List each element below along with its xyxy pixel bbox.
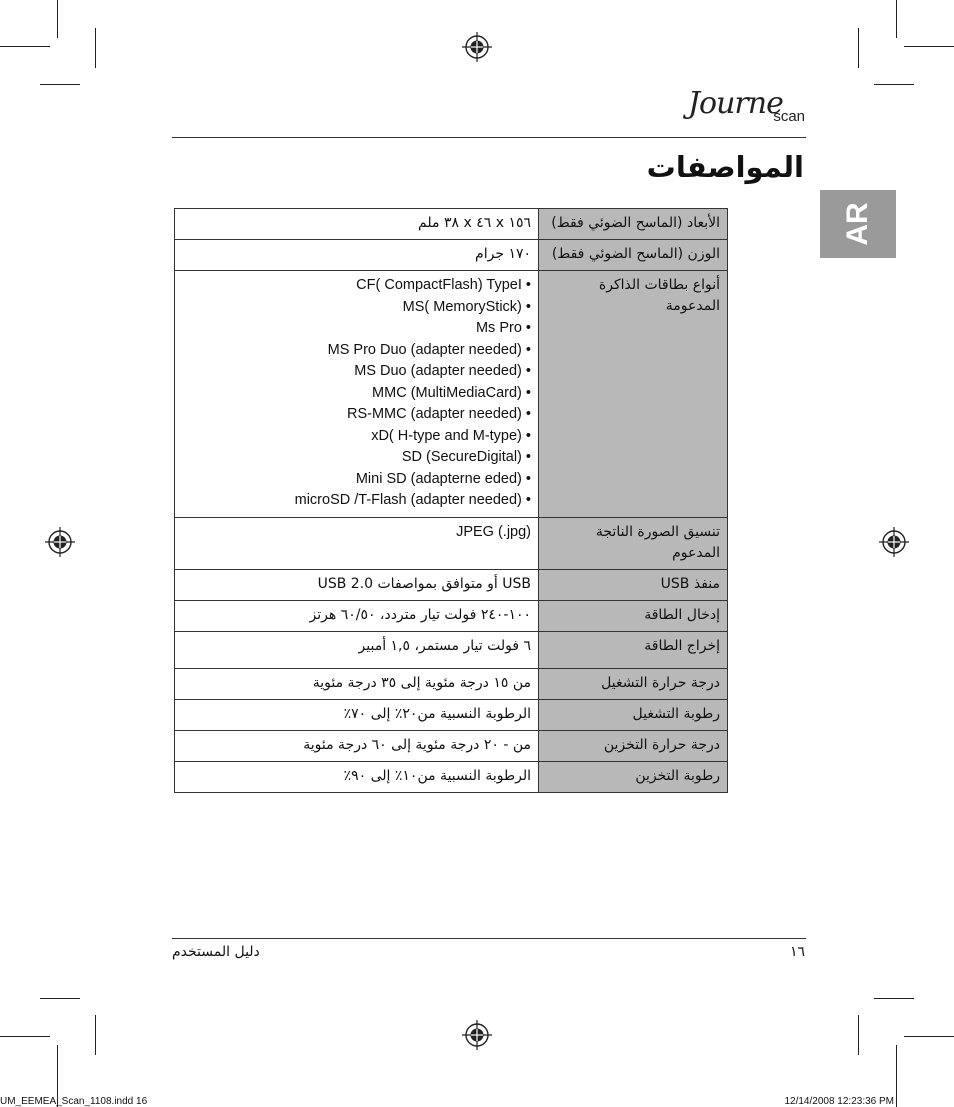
table-row	[175, 600, 728, 631]
table-row	[175, 699, 728, 730]
table-row	[175, 271, 728, 518]
list-item: SD (SecureDigital) •	[182, 447, 531, 469]
list-item: Mini SD (adapterne eded) •	[182, 469, 531, 491]
crop-mark	[40, 998, 80, 999]
list-item: Ms Pro •	[182, 318, 531, 340]
spec-value	[175, 271, 539, 518]
crop-mark	[874, 84, 914, 85]
crop-mark	[57, 0, 58, 38]
spec-value: من ١٥ درجة مئوية إلى ٣٥ درجة مئوية	[175, 668, 539, 699]
registration-mark-icon	[45, 527, 75, 557]
list-item: RS-MMC (adapter needed) •	[182, 404, 531, 426]
print-slug-file: UM_EEMEA_Scan_1108.indd 16	[0, 1096, 148, 1107]
crop-mark	[896, 1045, 897, 1107]
crop-mark	[0, 1036, 50, 1037]
spec-label: درجة حرارة التشغيل	[539, 668, 728, 699]
spec-table	[174, 208, 728, 793]
list-item: xD( H-type and M-type) •	[182, 426, 531, 448]
list-item: MS( MemoryStick) •	[182, 297, 531, 319]
table-row	[175, 569, 728, 600]
footer-divider	[172, 938, 806, 939]
spec-label: الأبعاد (الماسح الضوئي فقط)	[539, 209, 728, 240]
print-slug-date: 12/14/2008 12:23:36 PM	[784, 1096, 894, 1107]
crop-mark	[95, 28, 96, 68]
spec-label: تنسيق الصورة الناتجة المدعوم	[539, 517, 728, 569]
spec-value: ١٥٦ x ٤٦ x ٣٨ ملم	[175, 209, 539, 240]
crop-mark	[95, 1015, 96, 1055]
spec-value: USB أو متوافق بمواصفات USB 2.0	[175, 569, 539, 600]
spec-label: أنواع بطاقات الذاكرة المدعومة	[539, 271, 728, 518]
registration-mark-icon	[462, 32, 492, 62]
crop-mark	[896, 0, 897, 38]
spec-label: منفذ USB	[539, 569, 728, 600]
spec-label: إدخال الطاقة	[539, 600, 728, 631]
spec-value: الرطوبة النسبية من٢٠٪ إلى ٧٠٪	[175, 699, 539, 730]
list-item: MMC (MultiMediaCard) •	[182, 383, 531, 405]
spec-label: رطوبة التخزين	[539, 761, 728, 792]
spec-value: الرطوبة النسبية من١٠٪ إلى ٩٠٪	[175, 761, 539, 792]
header-divider	[172, 137, 806, 138]
spec-label: رطوبة التشغيل	[539, 699, 728, 730]
registration-mark-icon	[879, 527, 909, 557]
table-row	[175, 209, 728, 240]
crop-mark	[0, 46, 50, 47]
page-number: ١٦	[789, 944, 805, 960]
brand-product: scan	[773, 108, 805, 125]
table-row	[175, 730, 728, 761]
crop-mark	[858, 28, 859, 68]
table-row	[175, 240, 728, 271]
table-row	[175, 517, 728, 569]
spec-label: إخراج الطاقة	[539, 631, 728, 668]
brand-script: Journe	[688, 86, 783, 121]
spec-label: درجة حرارة التخزين	[539, 730, 728, 761]
spec-value: من - ٢٠ درجة مئوية إلى ٦٠ درجة مئوية	[175, 730, 539, 761]
brand-logo	[684, 88, 808, 134]
spec-value: JPEG (.jpg)	[175, 517, 539, 569]
list-item: MS Pro Duo (adapter needed) •	[182, 340, 531, 362]
footer-doc-name: دليل المستخدم	[172, 944, 260, 960]
crop-mark	[40, 84, 80, 85]
table-row	[175, 761, 728, 792]
spec-value: ١٠٠-٢٤٠ فولت تيار متردد، ٦٠/٥٠ هرتز	[175, 600, 539, 631]
list-item: CF( CompactFlash) TypeI •	[182, 275, 531, 297]
crop-mark	[858, 1015, 859, 1055]
list-item: microSD /T-Flash (adapter needed) •	[182, 490, 531, 512]
page-title: المواصفات	[646, 150, 804, 184]
crop-mark	[904, 46, 954, 47]
registration-mark-icon	[462, 1020, 492, 1050]
list-item: MS Duo (adapter needed) •	[182, 361, 531, 383]
crop-mark	[904, 1036, 954, 1037]
spec-value: ٦ فولت تيار مستمر، ١,٥ أمبير	[175, 631, 539, 668]
table-row	[175, 631, 728, 668]
language-tab	[820, 190, 896, 258]
language-tab-label: AR	[841, 202, 874, 246]
spec-label: الوزن (الماسح الضوئي فقط)	[539, 240, 728, 271]
memory-card-list	[182, 275, 531, 512]
spec-value: ١٧٠ جرام	[175, 240, 539, 271]
crop-mark	[874, 998, 914, 999]
table-row	[175, 668, 728, 699]
